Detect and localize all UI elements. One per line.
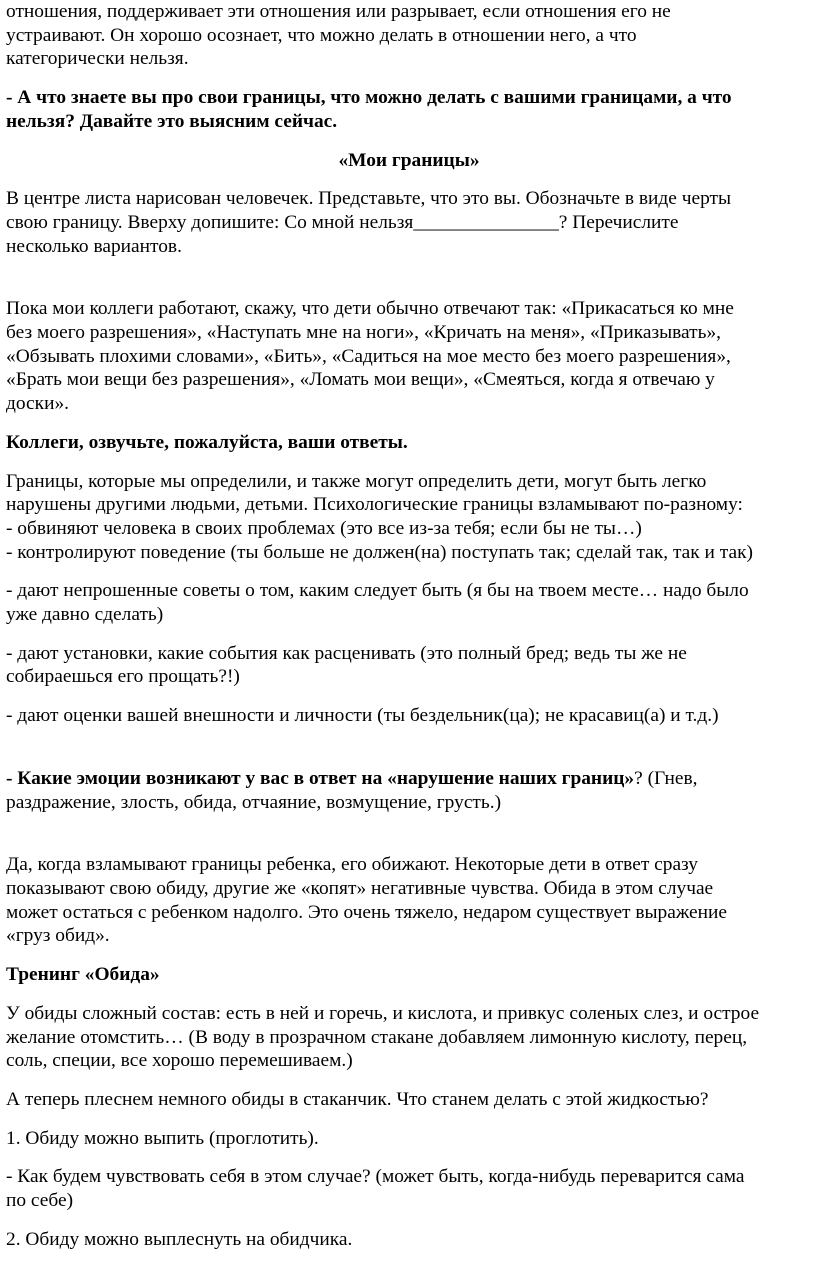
text-line: по себе) xyxy=(6,1190,74,1212)
text-line: «груз обид». xyxy=(6,925,110,947)
text-line: соль, специи, все хорошо перемешиваем.) xyxy=(6,1050,353,1072)
section-title-training xyxy=(6,963,812,987)
paragraph-option-drink xyxy=(6,1127,812,1151)
emotions-question-rest: ? (Гнев, xyxy=(634,767,698,789)
paragraph-attitudes xyxy=(6,642,812,689)
text-line: Границы, которые мы определили, и также могут определить дети, могут быть легко xyxy=(6,470,707,492)
text-line: «Обзывать плохими словами», «Бить», «Садиться на мое место без моего разрешения», xyxy=(6,345,731,367)
paragraph-resentment-composition xyxy=(6,1002,812,1073)
emotions-question-bold: - Какие эмоции возникают у вас в ответ на «нарушение наших границ» xyxy=(6,767,635,789)
text-line: может остаться с ребенком надолго. Это очень тяжело, недаром существует выражение xyxy=(6,901,727,923)
text-line: «Брать мои вещи без разрешения», «Ломать мои вещи», «Смеяться, когда я отвечаю у xyxy=(6,369,715,391)
paragraph-children-answers xyxy=(6,297,812,416)
text-line: несколько вариантов. xyxy=(6,235,182,257)
text-line: уже давно сделать) xyxy=(6,604,164,626)
text-line: - А что знаете вы про свои границы, что можно делать с вашими границами, а что xyxy=(6,87,732,109)
text-line: раздражение, злость, обида, отчаяние, возмущение, грусть.) xyxy=(6,791,502,813)
text-line: собираешься его прощать?!) xyxy=(6,666,240,688)
paragraph-colleagues-prompt xyxy=(6,431,812,455)
text-line: - Как будем чувствовать себя в этом случае? (может быть, когда-нибудь переварится сама xyxy=(6,1166,745,1188)
text-line: - дают оценки вашей внешности и личности (ты бездельник(ца); не красавиц(а) и т.д.) xyxy=(6,705,719,727)
text-line: нельзя? Давайте это выясним сейчас. xyxy=(6,110,338,132)
text-line: «Мои границы» xyxy=(338,149,480,171)
text-line: отношения, поддерживает эти отношения или разрывает, если отношения его не xyxy=(6,1,671,22)
text-line: устраивают. Он хорошо осознает, что можно делать в отношении него, а что xyxy=(6,24,637,46)
text-line: без моего разрешения», «Наступать мне на ноги», «Кричать на меня», «Приказывать», xyxy=(6,322,722,344)
paragraph-feeling-question xyxy=(6,1165,812,1212)
document-page xyxy=(6,0,812,1251)
paragraph-boundary-violations xyxy=(6,470,812,565)
text-line: доски». xyxy=(6,393,69,415)
paragraph-appearance-judgments xyxy=(6,704,812,728)
text-line: показывают свою обиду, другие же «копят» негативные чувства. Обида в этом случае xyxy=(6,877,714,899)
paragraph-pour-resentment xyxy=(6,1088,812,1112)
question-boundaries xyxy=(6,86,812,133)
text-line: нарушены другими людьми, детьми. Психологические границы взламывают по-разному: xyxy=(6,494,743,516)
text-line: 1. Обиду можно выпить (проглотить). xyxy=(6,1127,319,1149)
text-line: Да, когда взламывают границы ребенка, его обижают. Некоторые дети в ответ сразу xyxy=(6,854,698,876)
text-line: желание отомстить… (В воду в прозрачном стакане добавляем лимонную кислоту, перец, xyxy=(6,1026,748,1048)
text-line: В центре листа нарисован человечек. Представьте, что это вы. Обозначьте в виде черты xyxy=(6,188,732,210)
text-line: 2. Обиду можно выплеснуть на обидчика. xyxy=(6,1228,353,1250)
text-line: У обиды сложный состав: есть в ней и горечь, и кислота, и привкус соленых слез, и острое xyxy=(6,1002,760,1024)
text-line: Коллеги, озвучьте, пожалуйста, ваши ответы. xyxy=(6,431,408,453)
text-line: - дают непрошенные советы о том, каким следует быть (я бы на твоем месте… надо было xyxy=(6,580,749,602)
text-line: - контролируют поведение (ты больше не должен(на) поступать так; сделай так, так и так) xyxy=(6,541,753,563)
section-title-my-boundaries xyxy=(6,149,812,173)
text-line: категорически нельзя. xyxy=(6,48,189,70)
text-line: Тренинг «Обида» xyxy=(6,964,160,986)
text-line: А теперь плеснем немного обиды в стаканчик. Что станем делать с этой жидкостью? xyxy=(6,1088,709,1110)
text-line: свою границу. Вверху допишите: Со мной нельзя_______________? Перечислите xyxy=(6,211,679,233)
paragraph-exercise-instruction xyxy=(6,187,812,258)
paragraph-relationships xyxy=(6,0,812,71)
paragraph-unsolicited-advice xyxy=(6,579,812,626)
text-line: - дают установки, какие события как расценивать (это полный бред; ведь ты же не xyxy=(6,642,687,664)
paragraph-emotions-question xyxy=(6,767,812,814)
text-line: Пока мои коллеги работают, скажу, что дети обычно отвечают так: «Прикасаться ко мне xyxy=(6,298,734,320)
paragraph-resentment xyxy=(6,853,812,948)
paragraph-option-splash xyxy=(6,1228,812,1252)
text-line: - обвиняют человека в своих проблемах (это все из-за тебя; если бы не ты…) xyxy=(6,517,642,539)
